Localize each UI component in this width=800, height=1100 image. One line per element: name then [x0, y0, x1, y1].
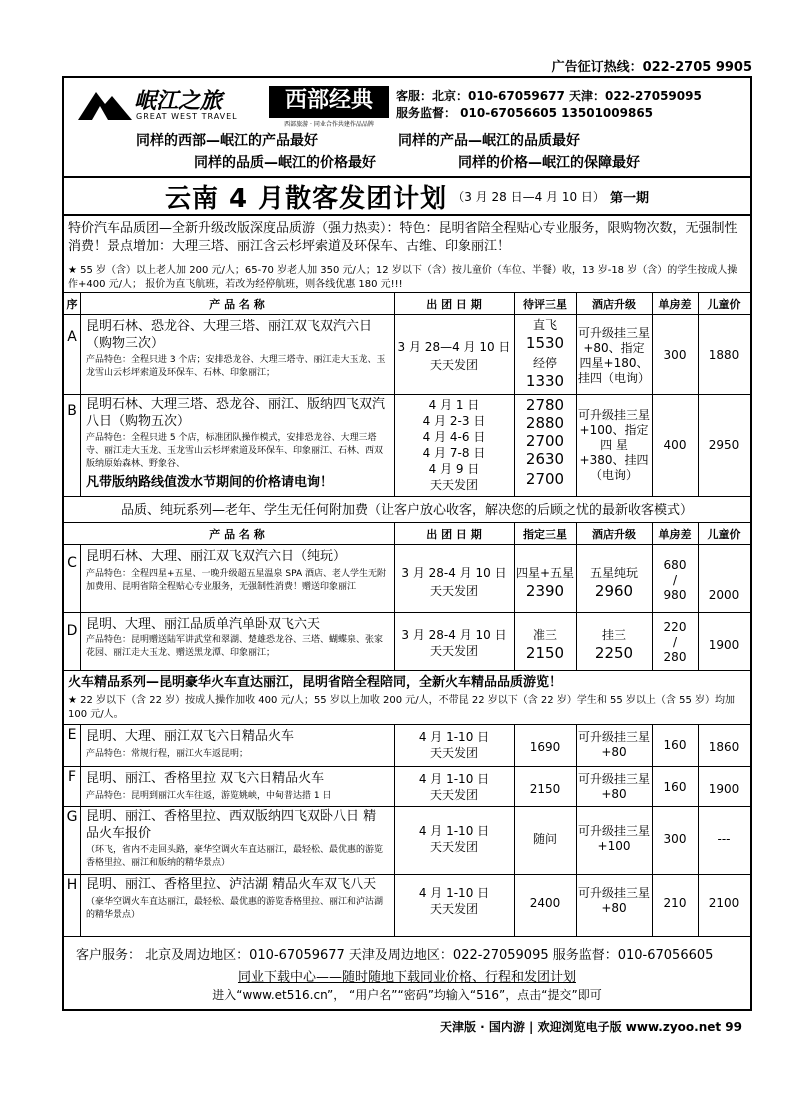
departure-frequency: 天天发团 — [429, 358, 478, 372]
departure-date: 4 月 1-10 日 — [418, 772, 490, 786]
slogan-3: 同样的品质—岷江的价格最好 — [194, 155, 376, 171]
intro-text: 特价汽车品质团—全新升级改版深度品质游（强力热卖）：特色：昆明省陪全程贴心专业服务，限购物次数，无强制性消费！景点增加：大理三塔、丽江含云杉坪索道及环保车、古维、印象丽江！ — [68, 221, 738, 254]
hotel-upgrade: 可升级挂三星+80、指定四星+180、挂四（电询） — [578, 326, 651, 385]
price-value: 2390 — [525, 582, 565, 600]
child-price: 2000 — [708, 588, 740, 602]
price-value: 1530 — [525, 334, 565, 352]
header-date: 出 团 日 期 — [426, 528, 482, 541]
download-center: 同业下载中心——随时随地下载同业价格、行程和发团计划 — [237, 970, 576, 985]
single-room-supplement: 160 — [663, 780, 687, 794]
departure-date: 3 月 28-4 月 10 日 — [401, 566, 507, 580]
main-frame — [62, 76, 752, 1011]
departure-date: 4 月 1-10 日 — [418, 730, 490, 744]
product-features: 产品特色：昆明赠送陆军讲武堂和翠湖、楚雄恐龙谷、三塔、蝴蝶泉、张家花园、丽江走大玉龙、赠送黑龙潭、印象丽江； — [86, 635, 384, 658]
mountain-logo-icon — [78, 86, 132, 122]
header-std: 待评三星 — [523, 298, 567, 311]
departure-frequency: 天天发团 — [429, 840, 478, 854]
single-room-supplement: 300 — [663, 832, 687, 846]
pricing-note-1: ★ 55 岁（含）以上老人加 200 元/人；65-70 岁老人加 350 元/人；12 岁以下（含）按儿童价（车位、半餐）收，13 岁-18 岁（含）的学生按成人操作+400 元/人； 报价为直飞航班，若改为经停航班，则各线优惠 180 元!!! — [68, 265, 738, 290]
section-quality-series: 品质、纯玩系列—老年、学生无任何附加费（让客户放心收客，解决您的后顾之忧的最新收客模式） — [120, 503, 693, 518]
header-std: 指定三星 — [523, 528, 567, 541]
departure-date: 4 月 2-3 日 — [422, 414, 486, 428]
row-id: H — [66, 877, 78, 893]
header-date: 出 团 日 期 — [426, 298, 482, 311]
upgrade-price: 2250 — [594, 644, 634, 662]
hotel-upgrade: 可升级挂三星+80 — [578, 730, 651, 759]
header-child: 儿童价 — [707, 528, 741, 541]
hotel-upgrade: 可升级挂三星+100、指定 四 星+380、挂四（电询） — [578, 408, 651, 482]
row-id: C — [67, 555, 77, 571]
child-price: 1900 — [708, 782, 740, 796]
contact-info — [396, 88, 702, 122]
row-id: B — [67, 403, 77, 419]
price-value: 2630 — [525, 450, 565, 468]
header-seq: 序 — [66, 298, 78, 311]
departure-frequency: 天天发团 — [429, 902, 478, 916]
hotel-upgrade: 可升级挂三星+80 — [578, 886, 651, 915]
header-single: 单房差 — [658, 298, 692, 311]
product-name: 昆明、丽江、香格里拉 双飞六日精品火车 — [86, 771, 325, 786]
brand-box: 西部经典 — [269, 86, 389, 118]
product-name: 昆明、大理、丽江双飞六日精品火车 — [86, 729, 295, 744]
slogan-4: 同样的价格—岷江的保障最好 — [458, 155, 640, 171]
header-name: 产 品 名 称 — [209, 298, 265, 311]
product-features: 产品特色：昆明到丽江火车往返，游览姚峡，中甸普达措 1 日 — [86, 791, 332, 801]
price-value: 2400 — [529, 896, 561, 910]
product-name: 昆明、丽江、香格里拉、西双版纳四飞双卧八日 精品火车报价 — [86, 809, 377, 841]
price-value: 2150 — [529, 782, 561, 796]
hotel-upgrade: 可升级挂三星+80 — [578, 772, 651, 801]
row-id: F — [67, 769, 77, 785]
slogan-1: 同样的西部—岷江的产品最好 — [136, 133, 318, 149]
upgrade-price: 2960 — [594, 582, 634, 600]
price-label: 经停 — [532, 356, 557, 370]
child-price: --- — [717, 832, 731, 846]
price-label: 直飞 — [532, 318, 557, 332]
child-price: 1880 — [708, 348, 740, 362]
departure-date: 4 月 1-10 日 — [418, 824, 490, 838]
departure-frequency: 天天发团 — [429, 788, 478, 802]
price-value: 1330 — [525, 372, 565, 390]
departure-date: 3 月 28-4 月 10 日 — [401, 628, 507, 642]
price-value: 2150 — [525, 644, 565, 662]
pricing-note-3: ★ 22 岁以下（含 22 岁）按成人操作加收 400 元/人；55 岁以上加收 200 元/人，不带昆 22 岁以下（含 22 岁）学生和 55 岁以上（含 55 岁）均加 100 元/人。 — [68, 695, 735, 720]
hotel-upgrade: 可升级挂三星+100 — [578, 824, 651, 853]
product-features: 产品特色：常规行程，丽江火车返昆明； — [86, 749, 249, 759]
download-instructions: 进入“www.et516.cn”， “用户名”“密码”均输入“516”，点击“提交”即可 — [212, 988, 602, 1002]
child-price: 2950 — [708, 438, 740, 452]
product-name: 昆明石林、恐龙谷、大理三塔、丽江双飞双汽六日（购物三次） — [86, 319, 373, 351]
single-room-supplement: 680 / 980 — [663, 558, 687, 602]
price-value: 2780 — [525, 396, 565, 414]
row-id: D — [66, 623, 78, 639]
departure-frequency: 天天发团 — [429, 584, 478, 598]
logo-text: 岷江之旅 — [134, 89, 223, 114]
row-id: G — [66, 809, 78, 825]
product-features: （环飞，省内不走回头路，豪华空调火车直达丽江，最轻松、最优惠的游览香格里拉、丽江和版纳的精华景点） — [86, 845, 384, 868]
header — [64, 78, 750, 130]
price-value: 1690 — [529, 740, 561, 754]
header-name: 产 品 名 称 — [209, 528, 265, 541]
single-room-supplement: 160 — [663, 738, 687, 752]
page-footer: 天津版 · 国内游 | 欢迎浏览电子版 www.zyoo.net 99 — [439, 1020, 742, 1034]
header-child: 儿童价 — [707, 298, 741, 311]
single-room-supplement: 210 — [663, 896, 687, 910]
hotel-upgrade: 五星纯玩 — [589, 566, 638, 580]
product-features: 产品特色：全程只进 3 个店；安排恐龙谷、大理三塔寺、丽江走大玉龙、玉龙雪山云杉坪索道及环保车、石林、印象丽江； — [86, 355, 386, 378]
hotel-upgrade: 挂三 — [601, 628, 626, 642]
header-upgrade: 酒店升级 — [592, 528, 636, 541]
header-single: 单房差 — [658, 528, 692, 541]
price-value: 2880 — [525, 414, 565, 432]
departure-frequency: 天天发团 — [429, 478, 478, 492]
price-value: 随问 — [532, 832, 557, 846]
section-train-series: 火车精品系列—昆明豪华火车直达丽江，昆明省陪全程陪同，全新火车精品品质游览！ — [68, 675, 563, 690]
brand-subtitle: 西部旅游 · 同业合作共建作品品牌 — [284, 121, 374, 128]
logo-english: GREAT WEST TRAVEL — [136, 112, 238, 121]
slogan-2: 同样的产品—岷江的品质最好 — [398, 133, 580, 149]
single-room-supplement: 220 / 280 — [663, 620, 687, 664]
customer-service: 客户服务： 北京及周边地区：010-67059677 天津及周边地区：022-27059095 服务监督：010-67056605 — [76, 948, 714, 963]
single-room-supplement: 400 — [663, 438, 687, 452]
header-upgrade: 酒店升级 — [592, 298, 636, 311]
warning-text: 凡带版纳路线值泼水节期间的价格请电询！ — [86, 475, 334, 490]
standard-hotel: 准三 — [532, 628, 557, 642]
row-id: A — [67, 329, 77, 345]
single-room-supplement: 300 — [663, 348, 687, 362]
departure-date: 4 月 1-10 日 — [418, 886, 490, 900]
title-issue: 第一期 — [610, 191, 650, 206]
child-price: 1900 — [708, 638, 740, 652]
ad-hotline: 广告征订热线：022-2705 9905 — [551, 60, 752, 75]
product-name: 昆明石林、大理三塔、恐龙谷、丽江、版纳四飞双汽八日（购物五次） — [86, 397, 386, 429]
product-features: （豪华空调火车直达丽江，最轻松、最优惠的游览香格里拉、丽江和泸沽湖的精华景点） — [86, 897, 384, 920]
price-value: 2700 — [525, 470, 565, 488]
departure-date: 3 月 28—4 月 10 日 — [397, 340, 511, 354]
child-price: 1860 — [708, 740, 740, 754]
departure-date: 4 月 1 日 — [428, 398, 480, 412]
child-price: 2100 — [708, 896, 740, 910]
departure-date: 4 月 9 日 — [428, 462, 480, 476]
title-main: 云南 4 月散客发团计划 — [164, 184, 448, 214]
contact-line-1: 客服：北京：010-67059677 天津：022-27059095 — [396, 89, 702, 103]
product-name: 昆明石林、大理、丽江双飞双汽六日（纯玩） — [86, 549, 347, 564]
product-name: 昆明、丽江、香格里拉、泸沽湖 精品火车双飞八天 — [86, 877, 377, 892]
departure-date: 4 月 4-6 日 — [422, 430, 486, 444]
departure-frequency: 天天发团 — [429, 644, 478, 658]
product-name: 昆明、大理、丽江品质单汽单卧双飞六天 — [86, 617, 321, 632]
product-features: 产品特色：全程四星+五星、一晚升级超五星温泉 SPA 酒店、老人学生无附加费用、昆明省陪全程贴心专业服务，无强制性消费！赠送印象丽江 — [86, 569, 386, 592]
contact-line-2: 服务监督： 010-67056605 13501009865 — [396, 106, 654, 120]
row-id: E — [67, 727, 77, 743]
title-dates: （3 月 28 日—4 月 10 日） — [452, 190, 605, 204]
departure-date: 4 月 7-8 日 — [422, 446, 486, 460]
price-value: 2700 — [525, 432, 565, 450]
page-title — [64, 176, 750, 216]
standard-hotel: 四星+五星 — [515, 566, 575, 580]
departure-frequency: 天天发团 — [429, 746, 478, 760]
product-features: 产品特色：全程只进 5 个店，标准团队操作模式，安排恐龙谷、大理三塔寺、丽江走大玉龙、玉龙雪山云杉坪索道及环保车、印象丽江、石林、西双版纳原始森林、野象谷、 — [86, 433, 384, 469]
